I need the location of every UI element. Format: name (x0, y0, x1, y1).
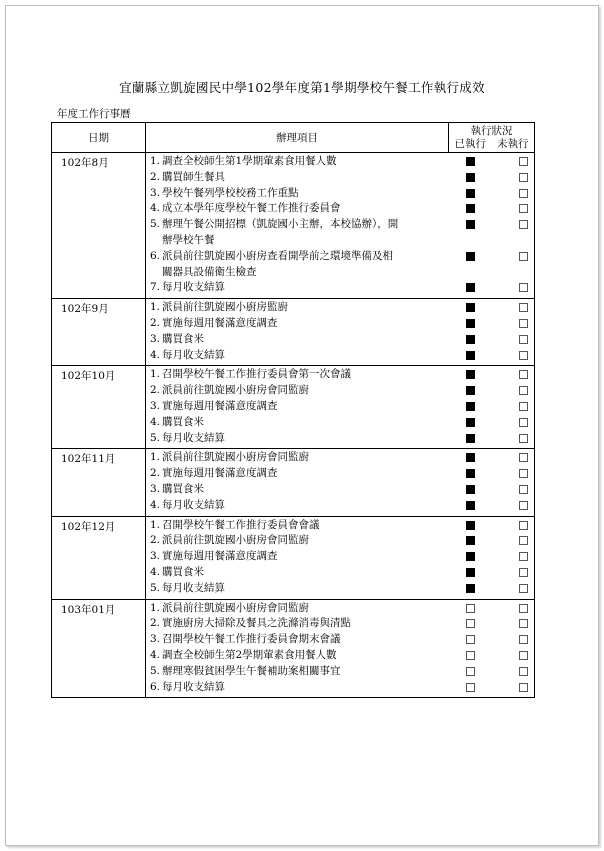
todo-checkbox-empty (519, 453, 528, 462)
item-text: 成立本學年度學校午餐工作推行委員會 (162, 202, 341, 215)
todo-checkbox-empty (519, 189, 528, 198)
list-item (146, 367, 534, 383)
item-text: 實施每週用餐滿意度調查 (162, 399, 278, 412)
done-checkbox-filled (466, 370, 475, 379)
done-checkbox-empty (466, 635, 475, 644)
list-item (146, 482, 534, 498)
done-checkbox-filled (466, 418, 475, 427)
done-checkbox-filled (466, 552, 475, 561)
table-header-row (52, 123, 535, 153)
item-number: 2. (150, 384, 161, 397)
list-item (146, 498, 534, 514)
list-item (146, 249, 534, 281)
done-checkbox-filled (466, 303, 475, 312)
item-number: 4. (150, 648, 161, 661)
list-item (146, 616, 534, 632)
list-item (146, 348, 534, 364)
done-checkbox-empty (466, 683, 475, 692)
done-checkbox-filled (466, 402, 475, 411)
item-number: 1. (150, 155, 161, 167)
item-text: 購買食米 (162, 565, 204, 578)
header-status-label: 執行狀況 (470, 124, 513, 137)
item-number: 3. (150, 399, 161, 412)
item-number: 1. (150, 518, 161, 531)
done-checkbox-empty (466, 604, 475, 613)
todo-checkbox-empty (519, 220, 528, 229)
todo-checkbox-empty (519, 303, 528, 312)
item-text: 每月收支結算 (162, 581, 225, 594)
done-checkbox-empty (466, 667, 475, 676)
list-item (146, 186, 534, 202)
table-body (52, 153, 535, 698)
item-text: 派員前往凱旋國小廚房會同監廚 (162, 384, 309, 397)
done-checkbox-empty (466, 651, 475, 660)
todo-checkbox-empty (519, 536, 528, 545)
list-item (146, 664, 534, 680)
done-checkbox-filled (466, 469, 475, 478)
list-item (146, 632, 534, 648)
item-text: 購買食米 (162, 332, 204, 345)
row-date: 102年8月 (52, 153, 146, 299)
item-text: 每月收支結算 (162, 348, 225, 361)
todo-checkbox-empty (519, 485, 528, 494)
row-items (146, 599, 535, 698)
done-checkbox-filled (466, 453, 475, 462)
item-text: 每月收支結算 (162, 498, 225, 511)
item-text: 派員前往凱旋國小廚房監廚 (162, 301, 288, 314)
todo-checkbox-empty (519, 619, 528, 628)
todo-checkbox-empty (519, 683, 528, 692)
done-checkbox-filled (466, 536, 475, 545)
section-subtitle: 年度工作行事曆 (57, 108, 131, 120)
item-number: 3. (150, 633, 161, 646)
list-item (146, 581, 534, 597)
todo-checkbox-empty (519, 402, 528, 411)
done-checkbox-filled (466, 351, 475, 360)
todo-checkbox-empty (519, 252, 528, 261)
done-checkbox-filled (466, 189, 475, 198)
todo-checkbox-empty (519, 667, 528, 676)
list-item (146, 154, 534, 170)
done-checkbox-filled (466, 319, 475, 328)
todo-checkbox-empty (519, 604, 528, 613)
item-number: 3. (150, 332, 161, 345)
schedule-table (51, 122, 535, 698)
todo-checkbox-empty (519, 521, 528, 530)
item-number: 5. (150, 431, 161, 444)
done-checkbox-empty (466, 619, 475, 628)
document-title: 宜蘭縣立凱旋國民中學102學年度第1學期學校午餐工作執行成效 (119, 80, 485, 95)
row-date: 102年9月 (52, 299, 146, 366)
table-row (52, 516, 535, 599)
list-item (146, 601, 534, 617)
header-status (449, 123, 535, 153)
table-row (52, 599, 535, 698)
item-text: 派員前往凱旋國小廚房會同監廚 (162, 534, 309, 547)
done-checkbox-filled (466, 584, 475, 593)
todo-checkbox-empty (519, 335, 528, 344)
done-checkbox-filled (466, 335, 475, 344)
item-text: 購買食米 (162, 415, 204, 428)
list-item (146, 450, 534, 466)
item-number: 1. (150, 451, 161, 464)
item-number: 2. (150, 316, 161, 329)
todo-checkbox-empty (519, 651, 528, 660)
item-text: 實施廚房大掃除及餐具之洗滌消毒與清點 (162, 617, 351, 630)
item-number: 1. (150, 301, 161, 314)
list-item (146, 332, 534, 348)
list-item (146, 300, 534, 316)
item-number: 1. (150, 601, 161, 614)
item-number: 4. (150, 348, 161, 361)
item-text: 購買食米 (162, 482, 204, 495)
item-number: 5. (150, 218, 161, 231)
todo-checkbox-empty (519, 204, 528, 213)
list-item (146, 170, 534, 186)
item-number: 3. (150, 482, 161, 495)
header-todo: 未執行 (497, 137, 529, 150)
list-item (146, 431, 534, 447)
list-item (146, 680, 534, 696)
item-number: 4. (150, 415, 161, 428)
todo-checkbox-empty (519, 283, 528, 292)
item-text: 辦理寒假貧困學生午餐補助案相關事宜 (162, 664, 341, 677)
done-checkbox-filled (466, 501, 475, 510)
item-text: 每月收支結算 (162, 431, 225, 444)
todo-checkbox-empty (519, 173, 528, 182)
list-item (146, 466, 534, 482)
list-item (146, 648, 534, 664)
item-text: 召開學校午餐工作推行委員會會議 (162, 518, 320, 531)
list-item (146, 399, 534, 415)
item-number: 2. (150, 467, 161, 480)
done-checkbox-filled (466, 485, 475, 494)
item-text: 學校午餐列學校校務工作重點 (162, 186, 299, 199)
todo-checkbox-empty (519, 157, 528, 166)
item-number: 5. (150, 664, 161, 677)
todo-checkbox-empty (519, 434, 528, 443)
list-item (146, 549, 534, 565)
table-row (52, 153, 535, 299)
item-text: 辦理午餐公開招標（凱旋國小主辦，本校協辦），開 辦學校午餐 (162, 218, 399, 246)
header-date: 日期 (52, 123, 146, 153)
list-item (146, 280, 534, 296)
item-number: 2. (150, 534, 161, 547)
item-number: 6. (150, 680, 161, 693)
todo-checkbox-empty (519, 351, 528, 360)
done-checkbox-filled (466, 173, 475, 182)
item-text: 召開學校午餐工作推行委員會期末會議 (162, 633, 341, 646)
item-text: 派員前往凱旋國小廚房會同監廚 (162, 601, 309, 614)
done-checkbox-filled (466, 434, 475, 443)
list-item (146, 565, 534, 581)
row-date: 103年01月 (52, 599, 146, 698)
list-item (146, 316, 534, 332)
item-number: 3. (150, 186, 161, 199)
todo-checkbox-empty (519, 386, 528, 395)
table-row (52, 366, 535, 449)
row-items (146, 449, 535, 516)
item-text: 實施每週用餐滿意度調查 (162, 467, 278, 480)
list-item (146, 201, 534, 217)
item-number: 4. (150, 202, 161, 215)
todo-checkbox-empty (519, 584, 528, 593)
done-checkbox-filled (466, 157, 475, 166)
table-row (52, 299, 535, 366)
done-checkbox-filled (466, 283, 475, 292)
item-number: 4. (150, 498, 161, 511)
item-number: 1. (150, 368, 161, 381)
todo-checkbox-empty (519, 469, 528, 478)
item-number: 4. (150, 565, 161, 578)
item-text: 調查全校師生第2學期葷素食用餐人數 (162, 648, 337, 661)
list-item (146, 518, 534, 534)
row-items (146, 153, 535, 299)
row-date: 102年11月 (52, 449, 146, 516)
item-text: 派員前往凱旋國小廚房查看開學前之環境準備及相 關器具設備衛生檢查 (162, 249, 393, 278)
item-text: 調查全校師生第1學期葷素食用餐人數 (162, 155, 337, 167)
todo-checkbox-empty (519, 370, 528, 379)
row-items (146, 366, 535, 449)
done-checkbox-filled (466, 568, 475, 577)
item-text: 派員前往凱旋國小廚房會同監廚 (162, 451, 309, 464)
done-checkbox-filled (466, 220, 475, 229)
item-number: 7. (150, 281, 161, 294)
todo-checkbox-empty (519, 418, 528, 427)
list-item (146, 383, 534, 399)
row-items (146, 299, 535, 366)
item-number: 3. (150, 550, 161, 563)
item-text: 每月收支結算 (162, 680, 225, 693)
table-row (52, 449, 535, 516)
done-checkbox-filled (466, 252, 475, 261)
todo-checkbox-empty (519, 552, 528, 561)
todo-checkbox-empty (519, 568, 528, 577)
todo-checkbox-empty (519, 319, 528, 328)
done-checkbox-filled (466, 204, 475, 213)
todo-checkbox-empty (519, 501, 528, 510)
list-item (146, 415, 534, 431)
header-items: 辦理項目 (146, 123, 449, 153)
header-done: 已執行 (454, 137, 486, 150)
row-date: 102年10月 (52, 366, 146, 449)
item-text: 召開學校午餐工作推行委員會第一次會議 (162, 368, 351, 381)
list-item (146, 533, 534, 549)
item-text: 實施每週用餐滿意度調查 (162, 316, 278, 329)
item-number: 2. (150, 617, 161, 630)
row-items (146, 516, 535, 599)
item-text: 購買師生餐具 (162, 170, 225, 183)
todo-checkbox-empty (519, 635, 528, 644)
row-date: 102年12月 (52, 516, 146, 599)
item-text: 實施每週用餐滿意度調查 (162, 550, 278, 563)
item-number: 5. (150, 581, 161, 594)
done-checkbox-filled (466, 386, 475, 395)
done-checkbox-filled (466, 521, 475, 530)
item-number: 6. (150, 249, 161, 262)
item-number: 2. (150, 170, 161, 183)
item-text: 每月收支結算 (162, 281, 225, 294)
list-item (146, 217, 534, 249)
